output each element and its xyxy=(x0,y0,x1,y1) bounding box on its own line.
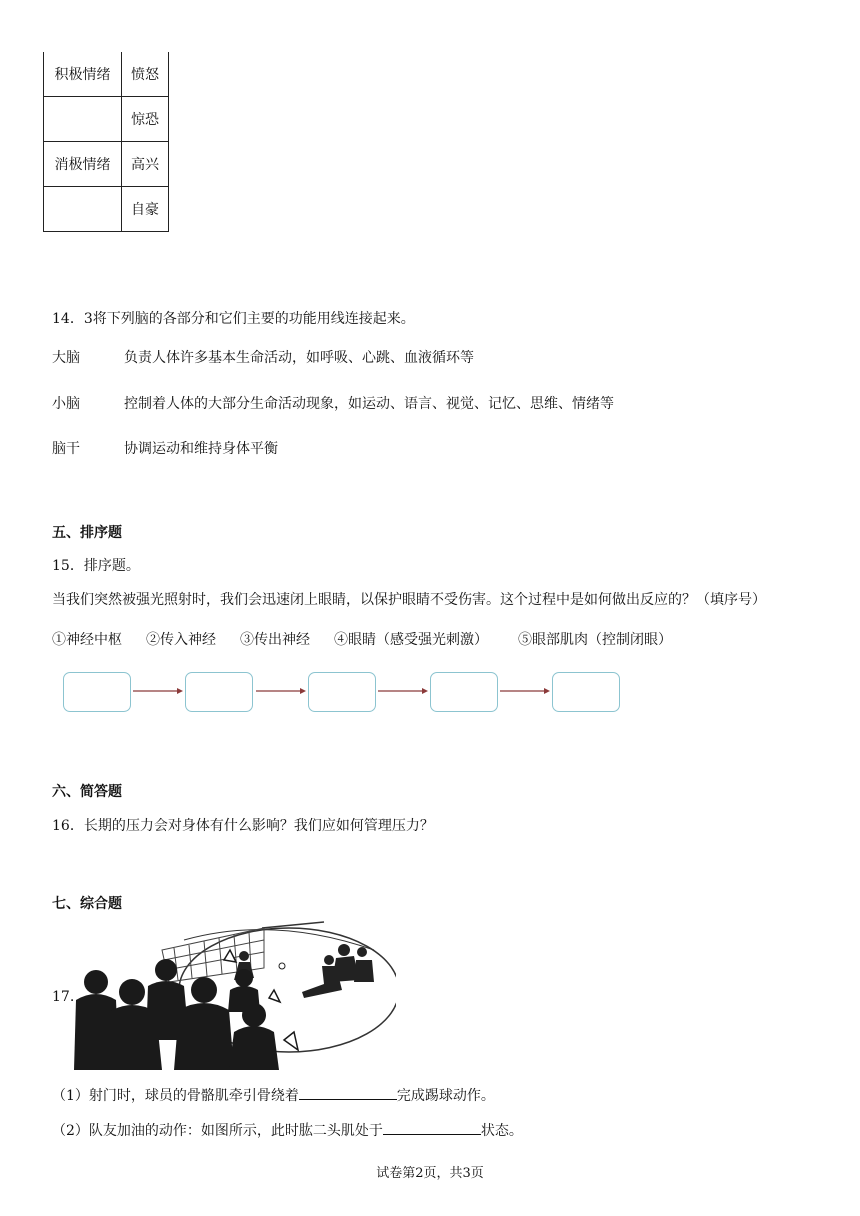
table-cell xyxy=(44,187,122,232)
table-cell: 愤怒 xyxy=(122,52,169,97)
q17-sub1-text-after: 完成踢球动作。 xyxy=(396,1088,495,1104)
table-cell: 惊恐 xyxy=(122,97,169,142)
brain-function-2[interactable]: 控制着人体的大部分生命活动现象，如运动、语言、视觉、记忆、思维、情绪等 xyxy=(124,396,614,412)
q17-sub1 xyxy=(52,1085,495,1105)
q15-option-5: ⑤眼部肌肉（控制闭眼） xyxy=(518,632,672,648)
section-heading-6: 六、简答题 xyxy=(52,784,122,800)
q15-text: 当我们突然被强光照射时，我们会迅速闭上眼睛，以保护眼睛不受伤害。这个过程中是如何做出反应的？（填序号） xyxy=(52,592,766,608)
q15-option-1: ①神经中枢 xyxy=(52,632,122,648)
q15-option-4: ④眼睛（感受强光刺激） xyxy=(334,632,488,648)
table-cell: 积极情绪 xyxy=(44,52,122,97)
q15-option-3: ③传出神经 xyxy=(240,632,310,648)
sequence-answer-box-4[interactable] xyxy=(430,672,498,712)
sequence-arrow xyxy=(378,690,428,692)
q17-label: 17. xyxy=(52,989,75,1005)
sequence-answer-box-5[interactable] xyxy=(552,672,620,712)
q14-prompt: 14．3将下列脑的各部分和它们主要的功能用线连接起来。 xyxy=(52,311,415,327)
brain-part-cerebellum[interactable]: 小脑 xyxy=(52,396,80,412)
table-cell: 自豪 xyxy=(122,187,169,232)
sequence-answer-box-1[interactable] xyxy=(63,672,131,712)
brain-function-1[interactable]: 负责人体许多基本生命活动，如呼吸、心跳、血液循环等 xyxy=(124,350,474,366)
q17-sub2-text-before: （2）队友加油的动作：如图所示，此时肱二头肌处于 xyxy=(52,1123,383,1139)
brain-part-brainstem[interactable]: 脑干 xyxy=(52,441,80,457)
table-cell xyxy=(44,97,122,142)
sequence-arrow xyxy=(500,690,550,692)
q16-text: 16．长期的压力会对身体有什么影响？我们应如何管理压力？ xyxy=(52,818,434,834)
brain-function-3[interactable]: 协调运动和维持身体平衡 xyxy=(124,441,278,457)
table-row xyxy=(44,187,169,232)
section-heading-7: 七、综合题 xyxy=(52,896,122,912)
table-cell: 高兴 xyxy=(122,142,169,187)
table-cell: 消极情绪 xyxy=(44,142,122,187)
sequence-arrow xyxy=(133,690,183,692)
sequence-answer-box-2[interactable] xyxy=(185,672,253,712)
emotion-table xyxy=(43,52,169,232)
sequence-answer-box-3[interactable] xyxy=(308,672,376,712)
sequence-arrow xyxy=(256,690,306,692)
table-row xyxy=(44,142,169,187)
brain-part-cerebrum[interactable]: 大脑 xyxy=(52,350,80,366)
soccer-illustration xyxy=(74,920,396,1070)
q15-option-2: ②传入神经 xyxy=(146,632,216,648)
q17-sub2 xyxy=(52,1120,523,1140)
section-heading-5: 五、排序题 xyxy=(52,525,122,541)
q17-sub1-blank[interactable] xyxy=(299,1085,397,1100)
q17-sub2-text-after: 状态。 xyxy=(480,1123,523,1139)
table-row xyxy=(44,52,169,97)
q15-label: 15．排序题。 xyxy=(52,558,140,574)
q17-sub1-text-before: （1）射门时，球员的骨骼肌牵引骨绕着 xyxy=(52,1088,299,1104)
page-footer: 试卷第2页，共3页 xyxy=(376,1166,484,1181)
q17-sub2-blank[interactable] xyxy=(383,1120,481,1135)
table-row xyxy=(44,97,169,142)
